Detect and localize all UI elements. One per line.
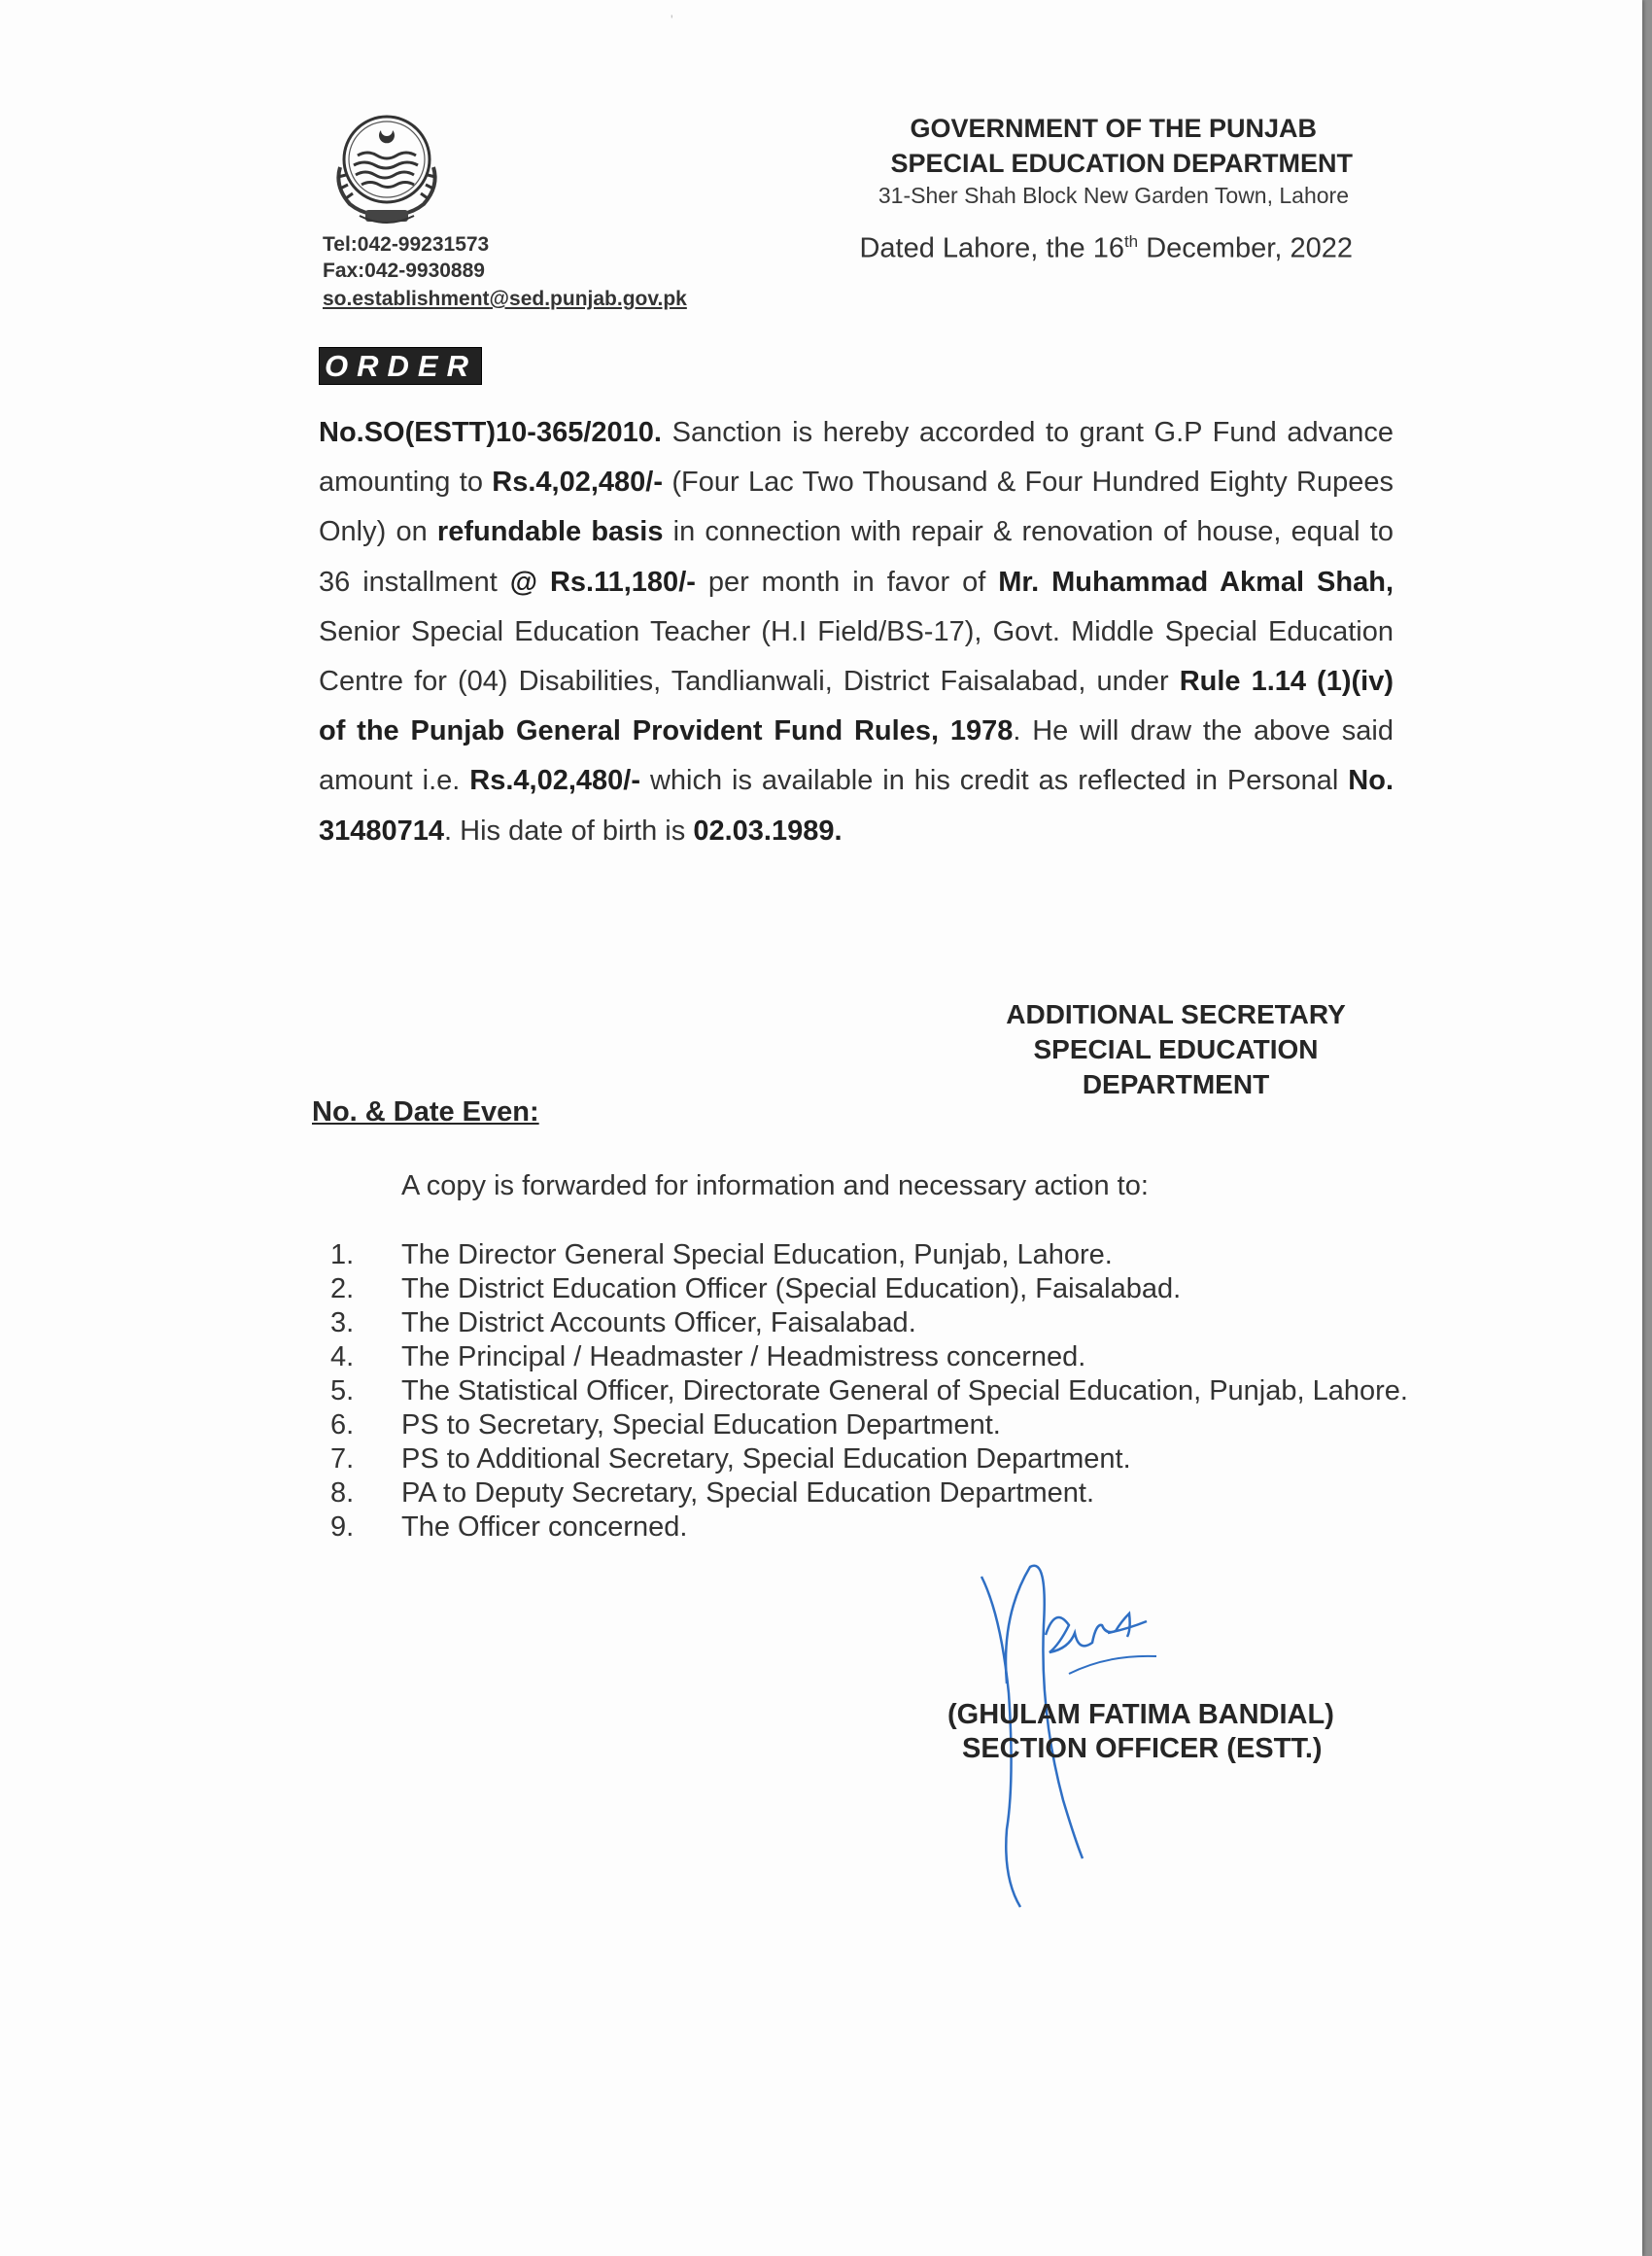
telephone-number: Tel:042-99231573 [323,233,490,256]
order-paragraph [319,408,1394,856]
order-text-bold: Rule 1.14 (1)(iv) of the Punjab General Provident Fund Rules, 1978 [319,666,1394,747]
date-ordinal: th [1123,232,1139,251]
order-text: . He will draw the above said amount i.e. [319,715,1394,797]
distribution-recipient: PS to Secretary, Special Education Department. [401,1409,1001,1440]
order-text-bold: Rs.4,02,480/- [469,765,641,797]
order-text: which is available in his credit as reflected in Personal [640,765,1349,797]
distribution-number: 6. [330,1409,355,1440]
section-officer-title: SECTION OFFICER (ESTT.) [962,1733,1323,1764]
order-text: . His date of birth is [444,815,694,847]
distribution-number: 5. [330,1375,355,1406]
order-text: Sanction is hereby accorded to grant G.P Fund advance amounting to [319,417,1394,499]
distribution-item [326,1306,1433,1339]
distribution-recipient: PS to Additional Secretary, Special Education Department. [401,1443,1131,1475]
distribution-item [326,1442,1433,1475]
fax-number: Fax:042-9930889 [323,260,485,282]
distribution-number: 8. [330,1477,355,1509]
department-heading: SPECIAL EDUCATION DEPARTMENT [890,149,1353,178]
distribution-recipient: The Principal / Headmaster / Headmistress concerned. [401,1341,1086,1372]
distribution-item [326,1374,1433,1407]
distribution-list [326,1238,1433,1544]
distribution-recipient: The District Education Officer (Special Education), Faisalabad. [401,1273,1182,1304]
distribution-number: 3. [330,1307,355,1338]
order-text: per month in favor of [695,566,999,598]
order-text-bold: Mr. Muhammad Akmal Shah, [998,566,1394,598]
order-text-bold: 02.03.1989. [693,815,843,847]
punjab-emblem-logo [330,109,443,233]
section-officer-name: (GHULAM FATIMA BANDIAL) [947,1699,1334,1730]
distribution-recipient: The District Accounts Officer, Faisalabad. [401,1307,916,1338]
order-heading-badge: ORDER [319,347,482,385]
distribution-item [326,1272,1433,1305]
order-text-bold: No.SO(ESTT)10-365/2010. [319,417,662,448]
signatory-line-3: DEPARTMENT [1082,1069,1270,1099]
endorsement-intro: A copy is forwarded for information and necessary action to: [401,1170,1149,1201]
distribution-recipient: The Director General Special Education, Punjab, Lahore. [401,1239,1113,1270]
order-text-bold: Rs.4,02,480/- [492,467,664,499]
endorsement-heading: No. & Date Even: [312,1096,539,1128]
department-address: 31-Sher Shah Block New Garden Town, Lahore [878,183,1349,208]
distribution-recipient: The Officer concerned. [401,1511,688,1543]
date-suffix: December, 2022 [1138,232,1353,264]
distribution-item [326,1408,1433,1441]
signatory-line-1: ADDITIONAL SECRETARY [1006,999,1346,1029]
distribution-item [326,1476,1433,1510]
distribution-recipient: The Statistical Officer, Directorate General of Special Education, Punjab, Lahore. [401,1375,1408,1406]
order-text: (Four Lac Two Thousand & Four Hundred Eighty Rupees Only) on [319,467,1394,548]
distribution-item [326,1238,1433,1271]
order-date [859,232,1353,265]
date-prefix: Dated Lahore, the 16 [859,232,1124,264]
order-text-bold: refundable basis [436,516,664,548]
signatory-line-2: SPECIAL EDUCATION [1033,1034,1319,1064]
distribution-number: 4. [330,1341,355,1372]
order-text-bold: No. 31480714 [319,765,1394,847]
email-link[interactable]: so.establishment@sed.punjab.gov.pk [323,288,687,310]
distribution-number: 2. [330,1273,355,1304]
order-text-bold: @ Rs.11,180/- [509,566,696,598]
distribution-number: 9. [330,1511,355,1543]
distribution-number: 7. [330,1443,355,1475]
distribution-recipient: PA to Deputy Secretary, Special Education Department. [401,1477,1095,1509]
order-text: Senior Special Education Teacher (H.I Field/BS-17), Govt. Middle Special Education Centre for (04) Disabilities, Tandlianwali, District Faisalabad, under [319,615,1394,698]
distribution-item [326,1340,1433,1373]
scan-mark: ' [671,12,673,27]
distribution-item [326,1510,1433,1544]
order-text: in connection with repair & renovation of house, equal to 36 installment [319,516,1394,598]
government-heading: GOVERNMENT OF THE PUNJAB [910,114,1317,143]
distribution-number: 1. [330,1239,355,1270]
